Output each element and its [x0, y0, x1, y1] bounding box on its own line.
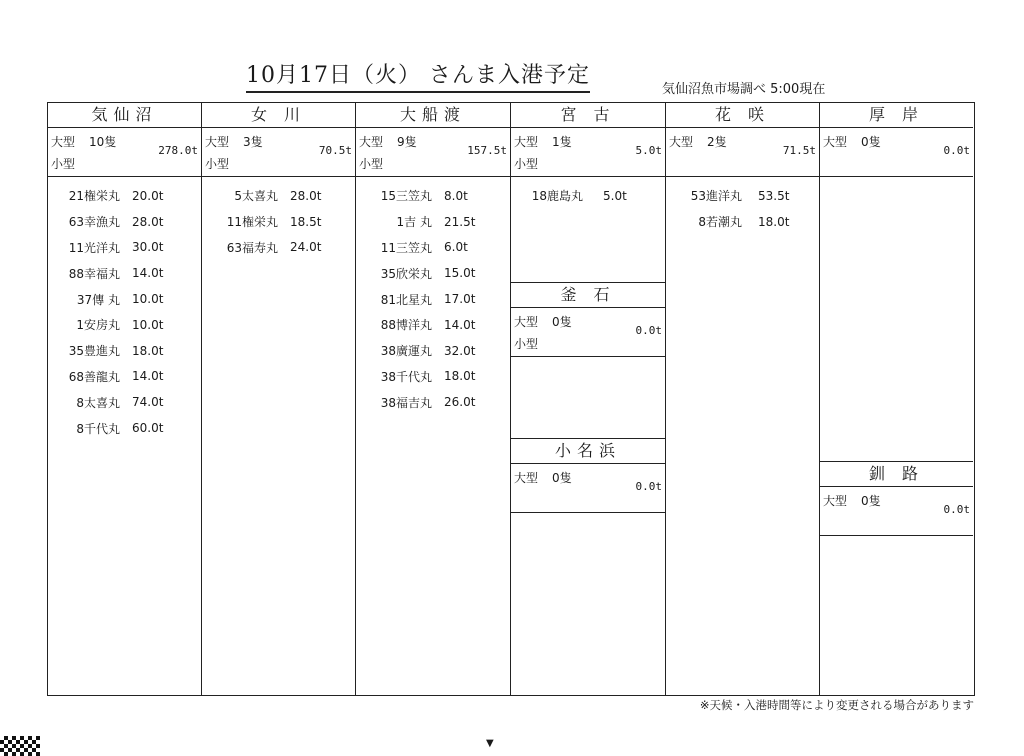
port-column-kesennuma	[48, 103, 201, 695]
vessel-tons: 18.0t	[132, 343, 164, 358]
vessel-tons: 53.5t	[758, 188, 790, 203]
large-count: 0隻	[861, 135, 881, 149]
vessel-tons: 14.0t	[132, 369, 164, 384]
vessel-tons: 74.0t	[132, 395, 164, 410]
port-summary-akkeshi	[820, 128, 973, 177]
vessel-row	[48, 364, 201, 390]
total-tons: 5.0t	[635, 144, 662, 157]
vessel-name: 18鹿島丸	[531, 189, 583, 204]
vessel-tons: 17.0t	[444, 292, 476, 307]
vessel-name: 1吉 丸	[396, 215, 432, 230]
large-count: 9隻	[397, 135, 417, 149]
vessel-row	[48, 286, 201, 312]
total-tons: 71.5t	[782, 144, 816, 157]
akkeshi-vessel-area	[820, 177, 973, 461]
large-label: 大型	[823, 494, 848, 508]
port-column-miyako	[510, 103, 665, 695]
vessel-row	[356, 209, 510, 235]
small-label: 小型	[514, 157, 539, 171]
vessel-row	[356, 338, 510, 364]
port-summary-onahama	[511, 464, 665, 513]
vessel-list	[48, 177, 201, 441]
vessel-name: 88博洋丸	[380, 318, 432, 333]
small-label: 小型	[205, 157, 230, 171]
vessel-tons: 18.0t	[444, 369, 476, 384]
large-label: 大型	[823, 135, 848, 149]
large-count: 1隻	[552, 135, 572, 149]
vessel-name: 15三笠丸	[380, 189, 432, 204]
large-label: 大型	[669, 135, 694, 149]
vessel-name: 5太喜丸	[234, 189, 278, 204]
vessel-tons: 8.0t	[444, 188, 468, 203]
large-count: 10隻	[89, 135, 117, 149]
vessel-tons: 28.0t	[290, 188, 322, 203]
vessel-row	[48, 235, 201, 261]
source-note: 気仙沼魚市場調べ 5:00現在	[662, 82, 826, 97]
port-summary-miyako	[511, 128, 665, 177]
large-label: 大型	[514, 315, 539, 329]
vessel-row	[356, 183, 510, 209]
port-name-onahama: 小名浜	[511, 438, 665, 464]
vessel-name: 11光洋丸	[68, 240, 120, 255]
vessel-row	[48, 209, 201, 235]
kamaishi-vessel-area	[511, 357, 665, 438]
vessel-row	[356, 312, 510, 338]
port-name-kamaishi: 釜 石	[511, 282, 665, 308]
total-tons: 157.5t	[467, 144, 507, 157]
vessel-row	[511, 183, 665, 209]
port-summary-kesennuma	[48, 128, 201, 177]
port-name-kushiro: 釧 路	[820, 461, 973, 487]
large-count: 2隻	[707, 135, 727, 149]
vessel-tons: 21.5t	[444, 214, 476, 229]
vessel-row	[48, 183, 201, 209]
vessel-tons: 28.0t	[132, 214, 164, 229]
total-tons: 0.0t	[635, 324, 662, 337]
vessel-name: 88幸福丸	[68, 266, 120, 281]
port-name-akkeshi: 厚 岸	[820, 103, 973, 128]
vessel-name: 68善龍丸	[68, 369, 120, 384]
vessel-row	[48, 260, 201, 286]
large-label: 大型	[514, 471, 539, 485]
vessel-name: 38福吉丸	[380, 395, 432, 410]
vessel-tons: 15.0t	[444, 266, 476, 281]
large-label: 大型	[514, 135, 539, 149]
port-summary-kushiro	[820, 487, 973, 536]
port-summary-kamaishi	[511, 308, 665, 357]
vessel-tons: 10.0t	[132, 317, 164, 332]
vessel-name: 21権栄丸	[68, 189, 120, 204]
vessel-name: 8千代丸	[76, 421, 120, 436]
landing-schedule-table	[47, 102, 975, 696]
total-tons: 278.0t	[158, 144, 198, 157]
vessel-row	[356, 260, 510, 286]
vessel-tons: 14.0t	[444, 317, 476, 332]
vessel-tons: 18.0t	[758, 214, 790, 229]
port-column-akkeshi	[819, 103, 973, 695]
vessel-name: 53進洋丸	[690, 189, 742, 204]
vessel-name: 35欣栄丸	[380, 266, 432, 281]
vessel-tons: 20.0t	[132, 188, 164, 203]
vessel-name: 8太喜丸	[76, 395, 120, 410]
vessel-list	[202, 177, 355, 260]
large-count: 0隻	[552, 471, 572, 485]
vessel-tons: 18.5t	[290, 214, 322, 229]
vessel-list	[666, 177, 819, 235]
port-summary-hanasaki	[666, 128, 819, 177]
vessel-row	[666, 209, 819, 235]
port-name-miyako: 宮 古	[511, 103, 665, 128]
vessel-row	[356, 235, 510, 261]
port-name-onagawa: 女 川	[202, 103, 355, 128]
port-name-hanasaki: 花 咲	[666, 103, 819, 128]
vessel-tons: 32.0t	[444, 343, 476, 358]
vessel-tons: 24.0t	[290, 240, 322, 255]
large-label: 大型	[51, 135, 76, 149]
vessel-name: 38廣運丸	[380, 344, 432, 359]
total-tons: 0.0t	[943, 503, 970, 516]
port-summary-ofunato	[356, 128, 510, 177]
vessel-list	[356, 177, 510, 415]
vessel-tons: 6.0t	[444, 240, 468, 255]
large-count: 0隻	[861, 494, 881, 508]
vessel-tons: 26.0t	[444, 395, 476, 410]
vessel-row	[48, 415, 201, 441]
port-column-ofunato	[355, 103, 510, 695]
large-count: 0隻	[552, 315, 572, 329]
vessel-list	[511, 177, 665, 282]
vessel-row	[202, 235, 355, 261]
down-arrow-icon: ▼	[486, 738, 494, 749]
vessel-row	[202, 183, 355, 209]
port-name-kesennuma: 気仙沼	[48, 103, 201, 128]
checker-mark-icon	[0, 736, 40, 756]
total-tons: 0.0t	[635, 480, 662, 493]
vessel-name: 81北星丸	[380, 292, 432, 307]
small-label: 小型	[359, 157, 384, 171]
vessel-name: 11三笠丸	[380, 240, 432, 255]
vessel-tons: 30.0t	[132, 240, 164, 255]
small-label: 小型	[514, 337, 539, 351]
vessel-name: 37傳 丸	[76, 292, 120, 307]
vessel-name: 38千代丸	[380, 369, 432, 384]
port-column-onagawa	[201, 103, 355, 695]
vessel-row	[356, 364, 510, 390]
vessel-name: 1安房丸	[76, 318, 120, 333]
port-name-ofunato: 大船渡	[356, 103, 510, 128]
vessel-row	[666, 183, 819, 209]
page-title: 10月17日（火） さんま入港予定	[246, 58, 590, 93]
vessel-name: 8若潮丸	[698, 215, 742, 230]
footer-note: ※天候・入港時間等により変更される場合があります	[699, 698, 974, 712]
vessel-name: 63幸漁丸	[68, 215, 120, 230]
vessel-name: 11権栄丸	[226, 215, 278, 230]
vessel-tons: 5.0t	[603, 188, 627, 203]
port-summary-onagawa	[202, 128, 355, 177]
large-count: 3隻	[243, 135, 263, 149]
vessel-row	[48, 338, 201, 364]
total-tons: 0.0t	[943, 144, 970, 157]
large-label: 大型	[205, 135, 230, 149]
vessel-name: 35豊進丸	[68, 344, 120, 359]
small-label: 小型	[51, 157, 76, 171]
large-label: 大型	[359, 135, 384, 149]
total-tons: 70.5t	[318, 144, 352, 157]
vessel-row	[356, 286, 510, 312]
vessel-row	[202, 209, 355, 235]
vessel-tons: 60.0t	[132, 421, 164, 436]
vessel-row	[356, 389, 510, 415]
vessel-row	[48, 389, 201, 415]
vessel-tons: 14.0t	[132, 266, 164, 281]
vessel-row	[48, 312, 201, 338]
port-column-hanasaki	[665, 103, 819, 695]
vessel-tons: 10.0t	[132, 292, 164, 307]
vessel-name: 63福寿丸	[226, 240, 278, 255]
